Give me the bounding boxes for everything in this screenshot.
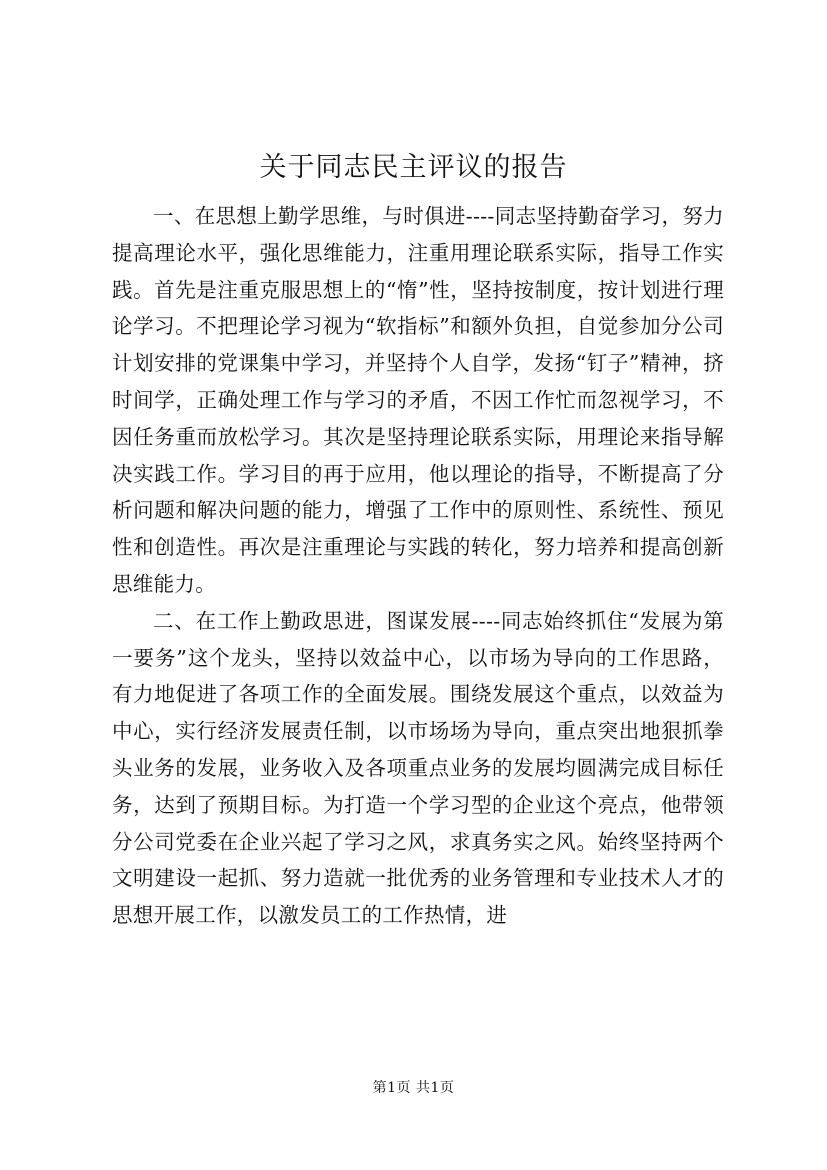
document-title: 关于同志民主评议的报告: [259, 152, 568, 183]
document-body: [112, 198, 724, 934]
paragraph-2: 二、在工作上勤政思进，图谋发展----同志始终抓住“发展为第一要务”这个龙头，坚持以效益中心，以市场为导向的工作思路，有力地促进了各项工作的全面发展。围绕发展这个重点，以效益为中心，实行经济发展责任制，以市场场为导向，重点突出地狠抓拳头业务的发展，业务收入及各项重点业务的发展均圆满完成目标任务，达到了预期目标。为打造一个学习型的企业这个亮点，他带领分公司党委在企业兴起了学习之风，求真务实之风。始终坚持两个文明建设一起抓、努力造就一批优秀的业务管理和专业技术人才的思想开展工作，以激发员工的工作热情，进: [112, 608, 724, 928]
page-footer: 第1页 共1页: [372, 1080, 455, 1096]
paragraph-1: 一、在思想上勤学思维，与时俱进----同志坚持勤奋学习，努力提高理论水平，强化思维能力，注重用理论联系实际，指导工作实践。首先是注重克服思想上的“惰”性，坚持按制度，按计划进行理论学习。不把理论学习视为“软指标”和额外负担，自觉参加分公司计划安排的党课集中学习，并坚持个人自学，发扬“钉子”精神，挤时间学，正确处理工作与学习的矛盾，不因工作忙而忽视学习，不因任务重而放松学习。其次是坚持理论联系实际，用理论来指导解决实践工作。学习目的再于应用，他以理论的指导，不断提高了分析问题和解决问题的能力，增强了工作中的原则性、系统性、预见性和创造性。再次是注重理论与实践的转化，努力培养和提高创新思维能力。: [112, 204, 724, 596]
